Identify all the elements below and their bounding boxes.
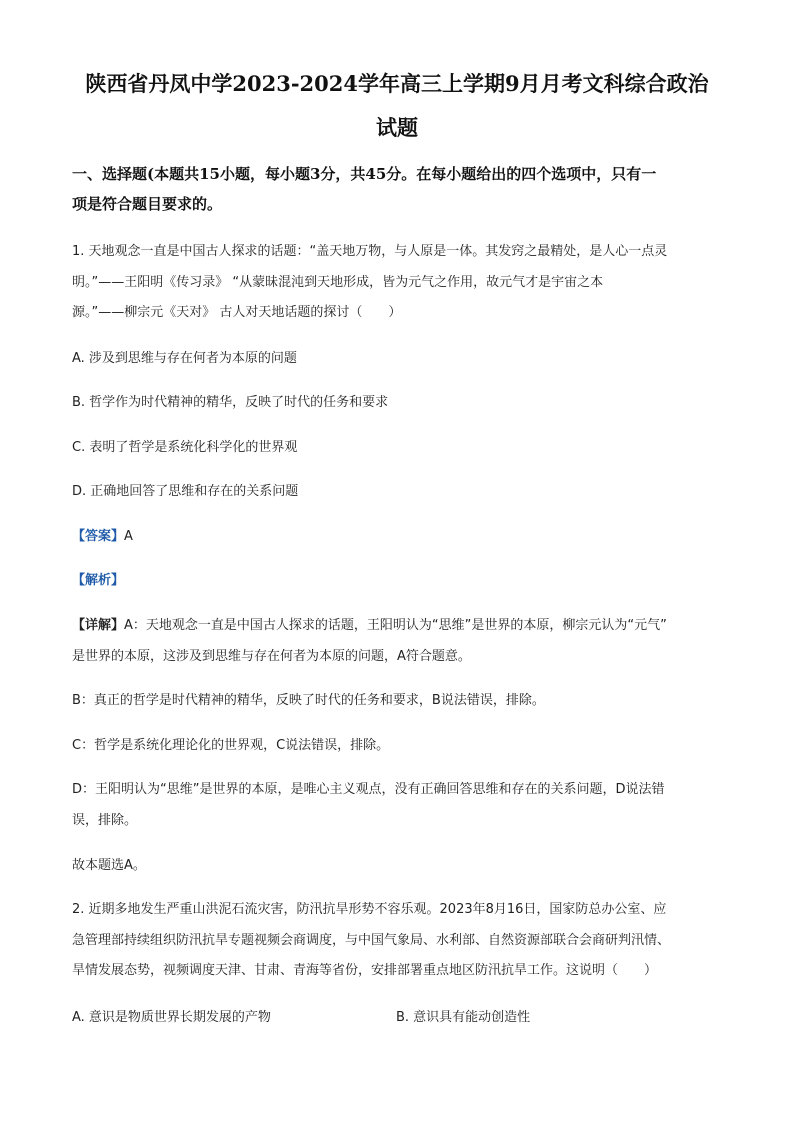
q2-option-a: A. 意识是物质世界长期发展的产物 (72, 1010, 271, 1025)
q1-detail-line-2: 是世界的本原，这涉及到思维与存在何者为本原的问题，A符合题意。 (72, 649, 471, 664)
q2-stem-line-1: 2. 近期多地发生严重山洪泥石流灾害，防汛抗旱形势不容乐观。2023年8月16日，国家防总办公室、应 (72, 902, 667, 917)
detail-text: A：天地观念一直是中国古人探求的话题，王阳明认为“思维”是世界的本原，柳宗元认为“元气” (124, 618, 667, 633)
q1-d-explanation-line-2: 误，排除。 (72, 813, 138, 828)
section-heading-continued: 项是符合题目要求的。 (72, 195, 223, 213)
q1-option-a: A. 涉及到思维与存在何者为本原的问题 (72, 351, 297, 366)
answer-label: 【答案】 (72, 529, 125, 544)
q1-analysis (72, 569, 124, 588)
q2-option-b: B. 意识具有能动创造性 (396, 1010, 531, 1025)
q1-conclusion: 故本题选A。 (72, 858, 146, 873)
q1-option-c: C. 表明了哲学是系统化科学化的世界观 (72, 440, 298, 455)
q1-option-d: D. 正确地回答了思维和存在的关系问题 (72, 484, 299, 499)
q1-answer (72, 525, 133, 544)
q1-d-explanation-line-1: D：王阳明认为“思维”是世界的本原，是唯心主义观点，没有正确回答思维和存在的关系问题，D说法错 (72, 782, 665, 797)
section-heading: 一、选择题(本题共15小题，每小题3分，共45分。在每小题给出的四个选项中，只有一 (72, 165, 657, 183)
detail-label: 【详解】 (72, 618, 125, 633)
answer-value: A (124, 529, 133, 544)
q2-stem-line-2: 急管理部持续组织防汛抗旱专题视频会商调度，与中国气象局、水利部、自然资源部联合会商研判汛情、 (72, 933, 671, 948)
q1-c-explanation: C：哲学是系统化理论化的世界观，C说法错误，排除。 (72, 738, 390, 753)
document-title: 陕西省丹凤中学2023-2024学年高三上学期9月月考文科综合政治 (85, 71, 709, 96)
q2-stem-line-3: 旱情发展态势，视频调度天津、甘肃、青海等省份，安排部署重点地区防汛抗旱工作。这说明（ ） (72, 963, 658, 978)
q1-stem-line-3: 源。”——柳宗元《天对》 古人对天地话题的探讨（ ） (72, 305, 402, 320)
q1-b-explanation: B：真正的哲学是时代精神的精华，反映了时代的任务和要求，B说法错误，排除。 (72, 693, 545, 708)
document-title-continued: 试题 (376, 115, 418, 140)
q1-stem-line-1: 1. 天地观念一直是中国古人探求的话题：“盖天地万物，与人原是一体。其发窍之最精处，是人心一点灵 (72, 244, 668, 259)
q1-stem-line-2: 明。”——王阳明《传习录》 “从蒙昧混沌到天地形成，皆为元气之作用，故元气才是宇宙之本 (72, 275, 604, 290)
q1-option-b: B. 哲学作为时代精神的精华，反映了时代的任务和要求 (72, 395, 389, 410)
q1-detail-line-1 (72, 614, 667, 633)
analysis-label: 【解析】 (72, 573, 125, 588)
